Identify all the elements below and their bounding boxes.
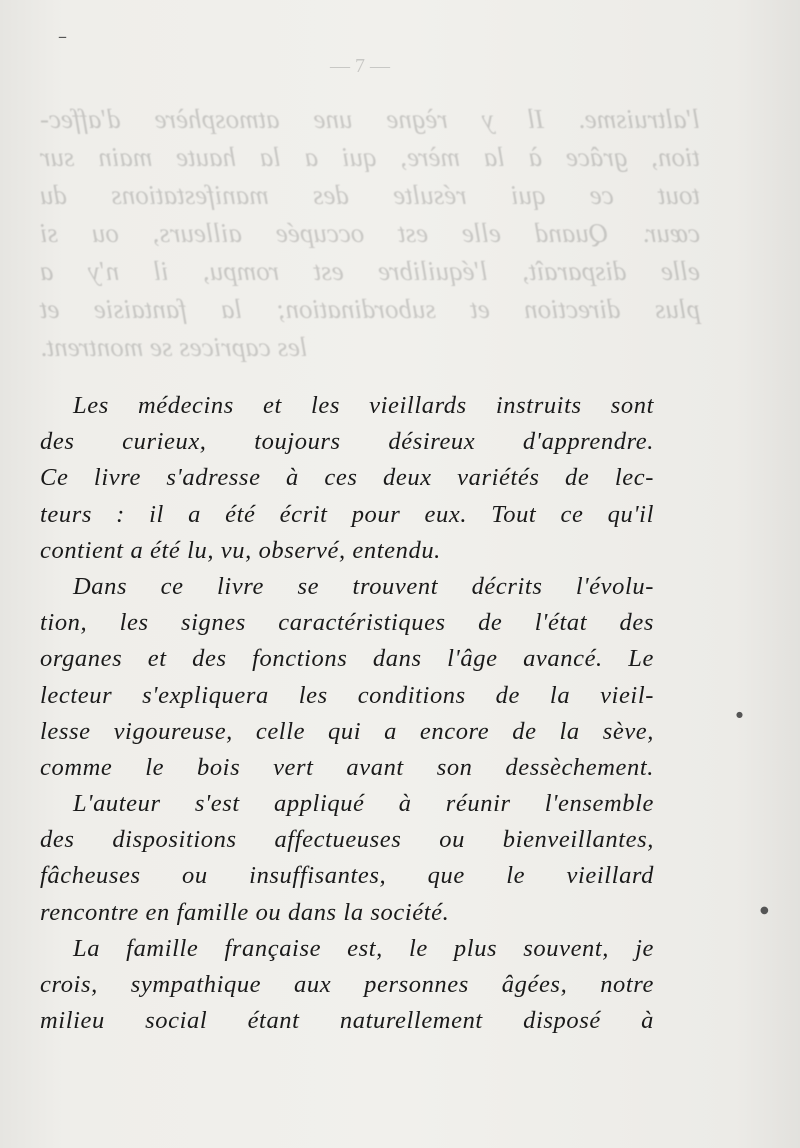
bleed-line: tout ce qui résulte des manifestations du bbox=[40, 180, 700, 210]
text-line: fâcheuses ou insuffisantes, que le vieillard bbox=[40, 862, 654, 890]
text-line: rencontre en famille ou dans la société. bbox=[40, 898, 450, 926]
bleed-line: l'altruisme. Il y règne une atmosphère d'affec- bbox=[40, 104, 700, 134]
text-line: lecteur s'expliquera les conditions de la vieil- bbox=[40, 681, 654, 709]
page-speck: ● bbox=[760, 905, 769, 916]
page-speck: ● bbox=[736, 710, 743, 719]
text-line: comme le bois vert avant son dessèchement. bbox=[40, 753, 654, 781]
text-line: teurs : il a été écrit pour eux. Tout ce qu'il bbox=[40, 500, 654, 528]
text-line: contient a été lu, vu, observé, entendu. bbox=[40, 536, 441, 564]
text-line: milieu social étant naturellement disposé à bbox=[40, 1007, 654, 1035]
bleed-line: elle disparaît, l'équilibre est rompu, il n'y a bbox=[40, 256, 700, 286]
text-line: tion, les signes caractéristiques de l'état des bbox=[40, 609, 654, 637]
body-text bbox=[40, 388, 654, 1039]
text-line: crois, sympathique aux personnes âgées, notre bbox=[40, 971, 654, 998]
text-line: La famille française est, le plus souvent, je bbox=[73, 934, 654, 962]
text-line: lesse vigoureuse, celle qui a encore de la sève, bbox=[40, 717, 654, 745]
page-speck: – bbox=[58, 26, 67, 47]
bleed-line: tion, grâce à la mère, qui a la haute main sur bbox=[40, 142, 700, 172]
text-line: Les médecins et les vieillards instruits sont bbox=[73, 392, 654, 419]
text-line: Ce livre s'adresse à ces deux variétés de lec- bbox=[40, 464, 654, 492]
bleed-line: plus direction et subordination; la fantaisie et bbox=[40, 294, 700, 324]
text-line: des dispositions affectueuses ou bienveillantes, bbox=[40, 826, 654, 854]
show-through-text bbox=[40, 100, 700, 366]
text-line: L'auteur s'est appliqué à réunir l'ensemble bbox=[73, 790, 654, 818]
bleed-line: les caprices se montrent. bbox=[40, 332, 308, 362]
text-line: des curieux, toujours désireux d'apprendre. bbox=[40, 428, 654, 456]
text-line: organes et des fonctions dans l'âge avancé. Le bbox=[40, 645, 654, 673]
text-line: Dans ce livre se trouvent décrits l'évolu- bbox=[73, 572, 654, 600]
bleed-line: cœur. Quand elle est occupée ailleurs, ou si bbox=[40, 218, 700, 248]
bleed-page-number: — 7 — bbox=[330, 55, 390, 77]
